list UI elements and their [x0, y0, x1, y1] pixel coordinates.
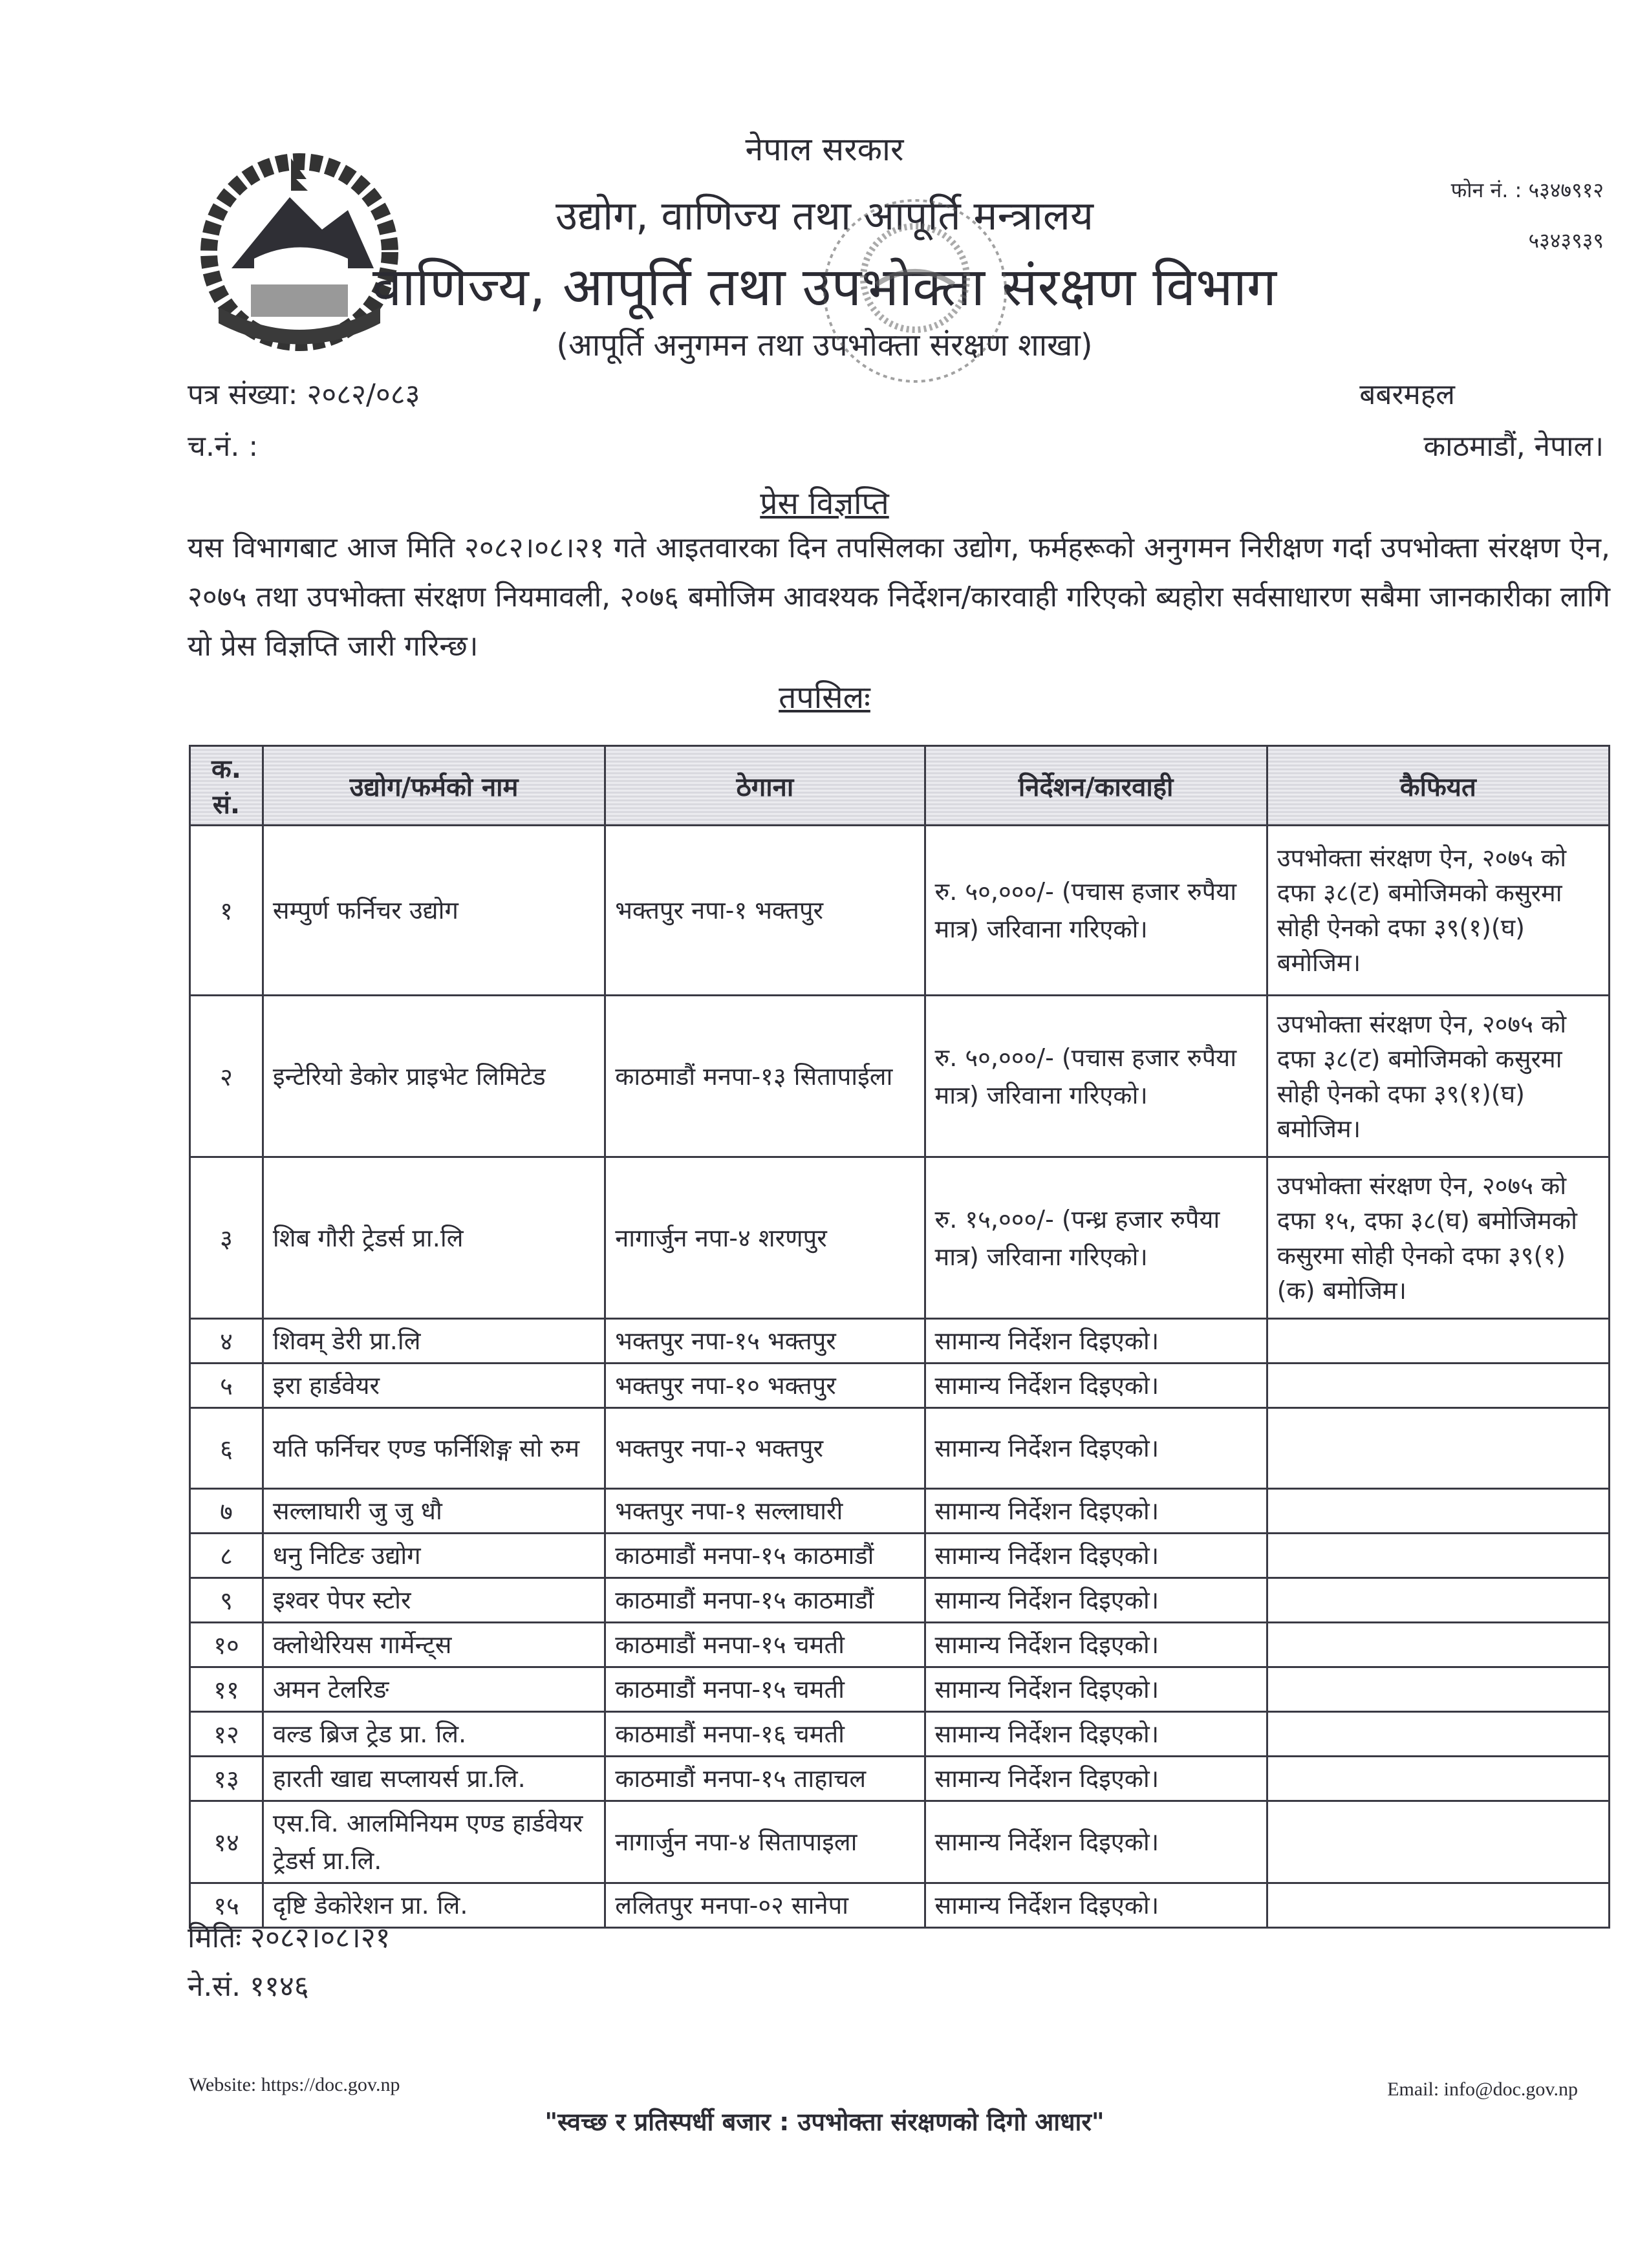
remarks-cell [1267, 1757, 1609, 1801]
firm-name-cell: अमन टेलरिङ [263, 1667, 605, 1712]
action-cell: सामान्य निर्देशन दिइएको। [925, 1757, 1267, 1801]
action-cell: रु. ५०,०००/- (पचास हजार रुपैया मात्र) जरिवाना गरिएको। [925, 826, 1267, 996]
serial-cell: ११ [190, 1667, 263, 1712]
remarks-cell [1267, 1801, 1609, 1883]
schedule-title: तपसिलः [779, 679, 870, 716]
action-cell: सामान्य निर्देशन दिइएको। [925, 1623, 1267, 1667]
address-cell: नागार्जुन नपा-४ सितापाइला [605, 1801, 925, 1883]
press-release-title: प्रेस विज्ञप्ति [760, 486, 889, 522]
remarks-cell [1267, 1534, 1609, 1578]
action-cell: रु. ५०,०००/- (पचास हजार रुपैया मात्र) जरिवाना गरिएको। [925, 996, 1267, 1157]
table-row [190, 1157, 1610, 1319]
action-cell: रु. १५,०००/- (पन्ध्र हजार रुपैया मात्र) जरिवाना गरिएको। [925, 1157, 1267, 1319]
action-cell: सामान्य निर्देशन दिइएको। [925, 1319, 1267, 1364]
address-cell: काठमाडौं मनपा-१६ चमती [605, 1712, 925, 1757]
department-name: वाणिज्य, आपूर्ति तथा उपभोक्ता संरक्षण विभाग [372, 257, 1277, 318]
press-release-body: यस विभागबाट आज मिति २०८२।०८।२१ गते आइतवारका दिन तपसिलका उद्योग, फर्महरूको अनुगमन निरीक्षण गर्दा उपभोक्ता संरक्षण ऐन, २०७५ तथा उपभोक्ता संरक्षण नियमावली, २०७६ बमोजिम आवश्यक निर्देशन/कारवाही गरिएको ब्यहोरा सर्वसाधारण सबैमा जानकारीका लागि यो प्रेस विज्ञप्ति जारी गरिन्छ। [188, 531, 1610, 663]
table-row [190, 1623, 1610, 1667]
firm-name-cell: इन्टेरियो डेकोर प्राइभेट लिमिटेड [263, 996, 605, 1157]
header-action: निर्देशन/कारवाही [925, 746, 1267, 826]
serial-cell: १३ [190, 1757, 263, 1801]
firm-name-cell: इरा हार्डवेयर [263, 1364, 605, 1408]
firm-name-cell: धनु निटिङ उद्योग [263, 1534, 605, 1578]
action-cell: सामान्य निर्देशन दिइएको। [925, 1883, 1267, 1928]
table-row [190, 1712, 1610, 1757]
nepal-samvat: ने.सं. ११४६ [188, 1970, 309, 2003]
table-row [190, 1408, 1610, 1489]
serial-cell: ७ [190, 1489, 263, 1534]
address-cell: काठमाडौं मनपा-१३ सितापाईला [605, 996, 925, 1157]
table-row [190, 1883, 1610, 1928]
remarks-cell [1267, 1364, 1609, 1408]
serial-cell: ८ [190, 1534, 263, 1578]
serial-cell: १४ [190, 1801, 263, 1883]
action-cell: सामान्य निर्देशन दिइएको। [925, 1801, 1267, 1883]
serial-cell: ६ [190, 1408, 263, 1489]
header-address: ठेगाना [605, 746, 925, 826]
table-row [190, 1578, 1610, 1623]
department-seal-stamp [812, 187, 1018, 394]
remarks-cell [1267, 1578, 1609, 1623]
firm-name-cell: सल्लाघारी जु जु धौ [263, 1489, 605, 1534]
dispatch-number: च.नं. : [188, 430, 259, 463]
serial-cell: १ [190, 826, 263, 996]
table-row [190, 1801, 1610, 1883]
serial-cell: ५ [190, 1364, 263, 1408]
table-header-row [190, 746, 1610, 826]
action-cell: सामान्य निर्देशन दिइएको। [925, 1489, 1267, 1534]
table-row [190, 1364, 1610, 1408]
firm-name-cell: शिवम् डेरी प्रा.लि [263, 1319, 605, 1364]
header-serial: क. सं. [190, 746, 263, 826]
table-row [190, 826, 1610, 996]
table-row [190, 1534, 1610, 1578]
action-cell: सामान्य निर्देशन दिइएको। [925, 1364, 1267, 1408]
action-cell: सामान्य निर्देशन दिइएको। [925, 1712, 1267, 1757]
remarks-cell: उपभोक्ता संरक्षण ऐन, २०७५ को दफा १५, दफा ३८(घ) बमोजिमको कसुरमा सोही ऐनको दफा ३९(१)(क) बमोजिम। [1267, 1157, 1609, 1319]
remarks-cell [1267, 1408, 1609, 1489]
serial-cell: ९ [190, 1578, 263, 1623]
firm-name-cell: दृष्टि डेकोरेशन प्रा. लि. [263, 1883, 605, 1928]
address-cell: काठमाडौं मनपा-१५ काठमाडौं [605, 1578, 925, 1623]
remarks-cell [1267, 1667, 1609, 1712]
branch-name: (आपूर्ति अनुगमन तथा उपभोक्ता संरक्षण शाखा) [556, 327, 1093, 363]
serial-cell: ४ [190, 1319, 263, 1364]
remarks-cell [1267, 1623, 1609, 1667]
serial-cell: ३ [190, 1157, 263, 1319]
firm-name-cell: हारती खाद्य सप्लायर्स प्रा.लि. [263, 1757, 605, 1801]
reference-number: पत्र संख्या: २०८२/०८३ [188, 378, 420, 411]
table-row [190, 1757, 1610, 1801]
serial-cell: २ [190, 996, 263, 1157]
address-cell: काठमाडौं मनपा-१५ ताहाचल [605, 1757, 925, 1801]
ministry-name: उद्योग, वाणिज्य तथा आपूर्ति मन्त्रालय [555, 192, 1094, 239]
header-remarks: कैफियत [1267, 746, 1609, 826]
phone-number-2: ५३४३९३९ [1528, 228, 1604, 253]
address-cell: ललितपुर मनपा-०२ सानेपा [605, 1883, 925, 1928]
remarks-cell [1267, 1712, 1609, 1757]
serial-cell: १० [190, 1623, 263, 1667]
email-link[interactable]: Email: info@doc.gov.np [1387, 2079, 1578, 2100]
government-name: नेपाल सरकार [745, 131, 904, 168]
phone-number: फोन नं. : ५३४७९१२ [1450, 178, 1604, 202]
action-cell: सामान्य निर्देशन दिइएको। [925, 1408, 1267, 1489]
remarks-cell: उपभोक्ता संरक्षण ऐन, २०७५ को दफा ३८(ट) बमोजिमको कसुरमा सोही ऐनको दफा ३९(१)(घ) बमोजिम। [1267, 826, 1609, 996]
address-cell: काठमाडौं मनपा-१५ चमती [605, 1623, 925, 1667]
firm-name-cell: सम्पुर्ण फर्निचर उद्योग [263, 826, 605, 996]
firm-name-cell: क्लोथेरियस गार्मेन्ट्स [263, 1623, 605, 1667]
table-row [190, 1489, 1610, 1534]
address-cell: भक्तपुर नपा-१ सल्लाघारी [605, 1489, 925, 1534]
address-cell: काठमाडौं मनपा-१५ चमती [605, 1667, 925, 1712]
remarks-cell [1267, 1319, 1609, 1364]
address-cell: नागार्जुन नपा-४ शरणपुर [605, 1157, 925, 1319]
firm-name-cell: एस.वि. आलमिनियम एण्ड हार्डवेयर ट्रेडर्स प्रा.लि. [263, 1801, 605, 1883]
location-line-1: बबरमहल [1359, 378, 1455, 411]
table-row [190, 1667, 1610, 1712]
address-cell: काठमाडौं मनपा-१५ काठमाडौं [605, 1534, 925, 1578]
table-row [190, 1319, 1610, 1364]
firm-name-cell: यति फर्निचर एण्ड फर्निशिङ्ग सो रुम [263, 1408, 605, 1489]
serial-cell: १५ [190, 1883, 263, 1928]
address-cell: भक्तपुर नपा-१० भक्तपुर [605, 1364, 925, 1408]
header-firm-name: उद्योग/फर्मको नाम [263, 746, 605, 826]
serial-cell: १२ [190, 1712, 263, 1757]
website-link[interactable]: Website: https://doc.gov.np [189, 2074, 400, 2095]
action-cell: सामान्य निर्देशन दिइएको। [925, 1534, 1267, 1578]
address-cell: भक्तपुर नपा-१ भक्तपुर [605, 826, 925, 996]
location-line-2: काठमाडौं, नेपाल। [1423, 430, 1604, 463]
address-cell: भक्तपुर नपा-२ भक्तपुर [605, 1408, 925, 1489]
address-cell: भक्तपुर नपा-१५ भक्तपुर [605, 1319, 925, 1364]
table-row [190, 996, 1610, 1157]
slogan: "स्वच्छ र प्रतिस्पर्धी बजार : उपभोक्ता संरक्षणको दिगो आधार" [544, 2108, 1105, 2136]
firm-name-cell: इश्वर पेपर स्टोर [263, 1578, 605, 1623]
remarks-cell [1267, 1489, 1609, 1534]
remarks-cell: उपभोक्ता संरक्षण ऐन, २०७५ को दफा ३८(ट) बमोजिमको कसुरमा सोही ऐनको दफा ३९(१)(घ) बमोजिम। [1267, 996, 1609, 1157]
remarks-cell [1267, 1883, 1609, 1928]
firm-name-cell: वल्ड ब्रिज ट्रेड प्रा. लि. [263, 1712, 605, 1757]
closing-date: मितिः २०८२।०८।२१ [188, 1921, 391, 1954]
action-cell: सामान्य निर्देशन दिइएको। [925, 1667, 1267, 1712]
action-cell: सामान्य निर्देशन दिइएको। [925, 1578, 1267, 1623]
inspection-table [189, 745, 1610, 1929]
firm-name-cell: शिब गौरी ट्रेडर्स प्रा.लि [263, 1157, 605, 1319]
